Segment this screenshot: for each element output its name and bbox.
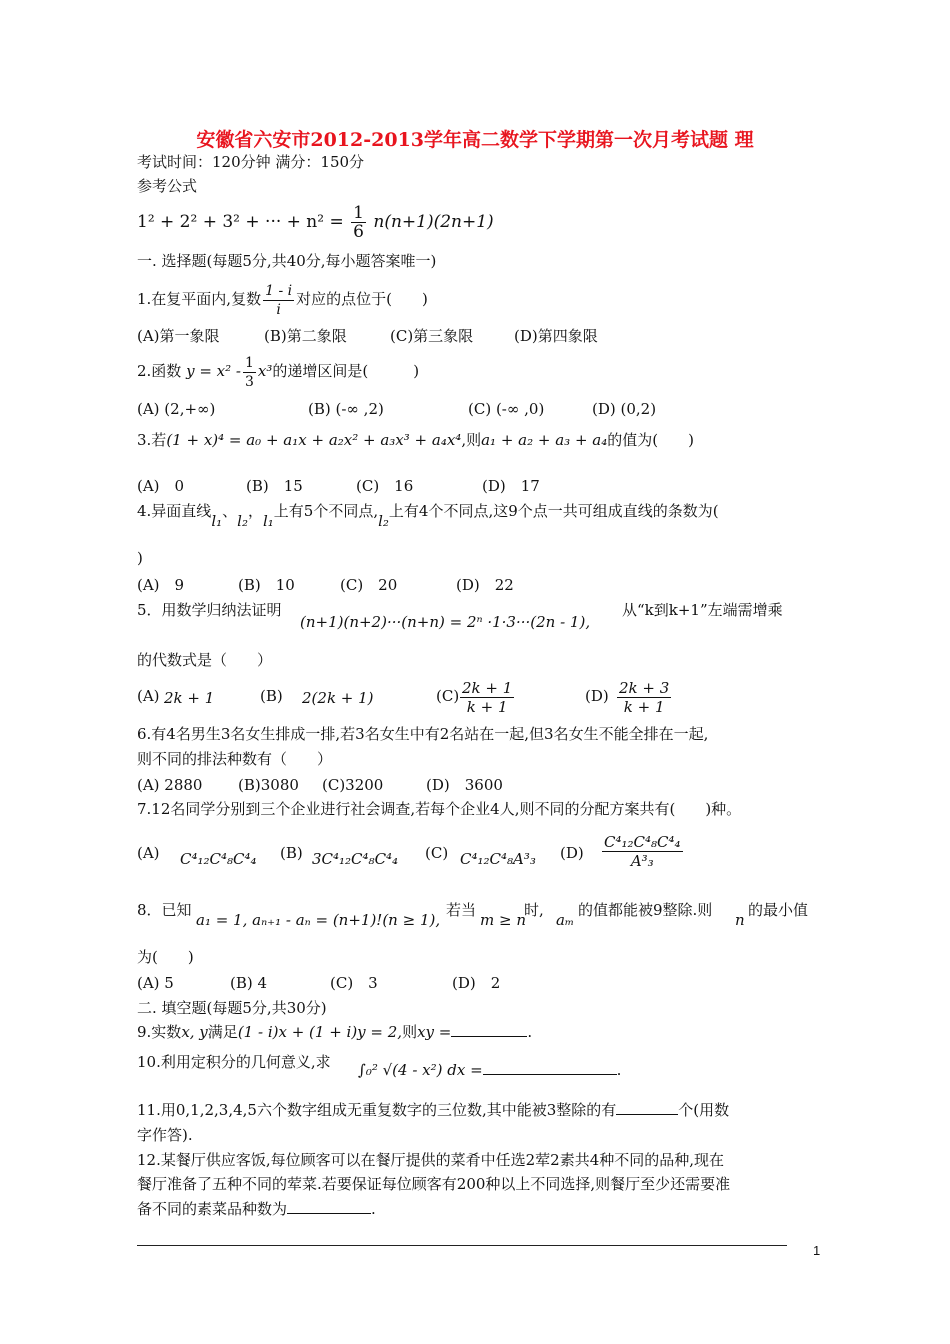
q4-line-l2b: l₂ bbox=[378, 512, 389, 530]
question-2-stem bbox=[137, 352, 419, 391]
q4-sep2: ， bbox=[247, 502, 263, 520]
q7-option-d-label: (D) bbox=[560, 844, 584, 862]
q7-option-c: C⁴₁₂C⁴₈A³₃ bbox=[460, 850, 536, 868]
q8-condition: m ≥ n bbox=[480, 911, 526, 929]
q5-stem-b: 从“k到k+1”左端需增乘 bbox=[622, 601, 783, 619]
q9-stem-a: 9.实数 bbox=[137, 1023, 182, 1041]
q2-fraction bbox=[243, 354, 256, 391]
q5-option-c-label: (C) bbox=[436, 687, 460, 705]
q1-stem-a: 1.在复平面内,复数 bbox=[137, 290, 262, 308]
q2-stem-a: 2.函数 bbox=[137, 362, 182, 380]
q4-option-c: (C) 20 bbox=[340, 576, 398, 594]
q4-stem-b: 上有5个不同点, bbox=[273, 502, 379, 520]
q3-stem-c: 的值为( ) bbox=[607, 431, 694, 449]
q9-stem-b: 满足 bbox=[207, 1023, 238, 1041]
q2-expr-a: y = x² - bbox=[186, 362, 241, 380]
q10-integral bbox=[358, 1060, 621, 1080]
q4-option-a: (A) 9 bbox=[137, 576, 185, 594]
q3-stem-a: 3.若 bbox=[137, 431, 167, 449]
q10-answer-blank[interactable] bbox=[483, 1060, 617, 1075]
q3-expr: (1 + x)⁴ = a₀ + a₁x + a₂x² + a₃x³ + a₄x⁴ bbox=[166, 431, 462, 449]
q10-end: . bbox=[616, 1061, 622, 1079]
q7-option-a-label: (A) bbox=[137, 844, 160, 862]
q8-expr: a₁ = 1, aₙ₊₁ - aₙ = (n+1)!(n ≥ 1), bbox=[196, 911, 441, 929]
section1-heading: 一. 选择题(每题5分,共40分,每小题答案唯一) bbox=[137, 252, 437, 270]
q2-stem-b: 的递增区间是( ) bbox=[272, 362, 420, 380]
q9-vars: x, y bbox=[181, 1023, 208, 1041]
q5-option-d-fraction bbox=[617, 679, 671, 716]
q5-option-c-den: k + 1 bbox=[466, 697, 508, 716]
q9-answer-blank[interactable] bbox=[451, 1022, 527, 1037]
q1-stem-b: 对应的点位于( ) bbox=[296, 290, 428, 308]
q8-stem-e: 的最小值 bbox=[748, 901, 809, 919]
q8-option-a: (A) 5 bbox=[137, 974, 174, 992]
q5-option-b: 2(2k + 1) bbox=[302, 689, 374, 707]
q5-option-b-label: (B) bbox=[260, 687, 283, 705]
q11-answer-blank[interactable] bbox=[616, 1100, 678, 1115]
q4-line-l1b: l₁ bbox=[262, 512, 274, 530]
q5-option-d-den: k + 1 bbox=[623, 697, 665, 716]
q6-option-c: (C)3200 bbox=[322, 776, 384, 794]
q12-line-1: 12.某餐厅供应客饭,每位顾客可以在餐厅提供的菜肴中任选2荤2素共4种不同的品种,现在 bbox=[137, 1151, 725, 1169]
q4-line-l1: l₁ bbox=[211, 512, 223, 530]
q5-option-d-label: (D) bbox=[585, 687, 609, 705]
exam-info: 考试时间：120分钟 满分：150分 bbox=[137, 153, 365, 171]
q6-line-2: 则不同的排法种数有（ ） bbox=[137, 750, 333, 768]
q4-line-l2: l₂ bbox=[237, 512, 248, 530]
q9-expr: (1 - i)x + (1 + i)y = 2, bbox=[237, 1023, 403, 1041]
q12-line-3b: . bbox=[371, 1200, 376, 1218]
q5-stem-c: 的代数式是（ ） bbox=[137, 651, 273, 669]
question-1-stem bbox=[137, 280, 428, 319]
q5-option-c-fraction bbox=[460, 679, 514, 716]
q4-stem-end: ) bbox=[137, 549, 143, 567]
q8-option-c: (C) 3 bbox=[330, 974, 378, 992]
q2-frac-den: 3 bbox=[244, 373, 254, 390]
question-9 bbox=[137, 1022, 532, 1042]
formula-frac-den: 6 bbox=[353, 222, 364, 242]
q1-fraction bbox=[263, 282, 294, 319]
q7-option-a: C⁴₁₂C⁴₈C⁴₄ bbox=[180, 850, 257, 868]
q7-option-d-fraction bbox=[602, 833, 683, 870]
q8-option-d: (D) 2 bbox=[452, 974, 501, 992]
q5-expr: (n+1)(n+2)···(n+n) = 2ⁿ ·1·3···(2n - 1), bbox=[300, 613, 591, 631]
q3-option-a: (A) 0 bbox=[137, 477, 185, 495]
q4-option-d: (D) 22 bbox=[456, 576, 514, 594]
q6-option-a: (A) 2880 bbox=[137, 776, 203, 794]
q2-option-a: (A) (2,+∞) bbox=[137, 400, 216, 418]
q5-option-c-num: 2k + 1 bbox=[462, 678, 513, 697]
footer-divider bbox=[137, 1245, 787, 1246]
q12-line-3a: 备不同的素菜品种数为 bbox=[137, 1200, 288, 1218]
q12-line-2: 餐厅准备了五种不同的荤菜.若要保证每位顾客有200种以上不同选择,则餐厅至少还需要准 bbox=[137, 1175, 731, 1193]
q9-end: . bbox=[527, 1023, 533, 1041]
q1-frac-num: 1 - i bbox=[265, 282, 293, 299]
q7-option-d-den: A³₃ bbox=[630, 851, 654, 870]
q1-option-c: (C)第三象限 bbox=[390, 327, 474, 345]
q8-am: aₘ bbox=[556, 911, 575, 929]
q11-line-1a: 11.用0,1,2,3,4,5六个数字组成无重复数字的三位数,其中能被3整除的有 bbox=[137, 1101, 617, 1119]
q1-frac-den: i bbox=[276, 301, 281, 318]
q5-option-d-num: 2k + 3 bbox=[619, 678, 670, 697]
q7-option-b: 3C⁴₁₂C⁴₈C⁴₄ bbox=[312, 850, 399, 868]
formula-lhs: 1² + 2² + 3² + ··· + n² = bbox=[137, 212, 344, 232]
q5-option-c bbox=[458, 676, 516, 716]
q5-stem-a: 5．用数学归纳法证明 bbox=[137, 601, 282, 619]
q5-option-a-label: (A) bbox=[137, 687, 160, 705]
q1-option-a: (A)第一象限 bbox=[137, 327, 220, 345]
section2-heading: 二. 填空题(每题5分,共30分) bbox=[137, 999, 327, 1017]
formula-frac-num: 1 bbox=[353, 203, 364, 223]
page-number: 1 bbox=[813, 1243, 821, 1258]
question-4-stem bbox=[137, 501, 719, 530]
q2-frac-num: 1 bbox=[244, 354, 254, 371]
q11-line-1b: 个(用数 bbox=[678, 1101, 730, 1119]
q5-option-d bbox=[615, 676, 673, 716]
question-3-stem bbox=[137, 430, 694, 450]
formula-rhs: n(n+1)(2n+1) bbox=[373, 212, 494, 232]
q1-option-b: (B)第二象限 bbox=[264, 327, 347, 345]
q8-stem-b: 若当 bbox=[446, 901, 477, 919]
q10-expr: ∫₀² √(4 - x²) dx = bbox=[358, 1061, 483, 1079]
q7-option-c-label: (C) bbox=[425, 844, 449, 862]
q8-stem-f: 为( ) bbox=[137, 948, 194, 966]
q2-expr-b: x³ bbox=[257, 362, 273, 380]
q8-option-b: (B) 4 bbox=[230, 974, 268, 992]
q3-option-c: (C) 16 bbox=[356, 477, 414, 495]
q7-stem: 7.12名同学分别到三个企业进行社会调查,若每个企业4人,则不同的分配方案共有( )种。 bbox=[137, 800, 742, 818]
q3-stem-b: ,则 bbox=[461, 431, 482, 449]
page-title: 安徽省六安市2012-2013学年高二数学下学期第一次月考试题 理 bbox=[196, 129, 754, 151]
q8-stem-a: 8．已知 bbox=[137, 901, 192, 919]
q11-line-2: 字作答). bbox=[137, 1126, 193, 1144]
q12-line-3 bbox=[137, 1199, 376, 1219]
formula-heading: 参考公式 bbox=[137, 177, 198, 195]
q6-line-1: 6.有4名男生3名女生排成一排,若3名女生中有2名站在一起,但3名女生不能全排在一起, bbox=[137, 725, 709, 743]
q7-option-d-num: C⁴₁₂C⁴₈C⁴₄ bbox=[604, 832, 681, 851]
q8-stem-c: 时, bbox=[524, 901, 544, 919]
q3-expr2: a₁ + a₂ + a₃ + a₄ bbox=[481, 431, 608, 449]
q3-option-d: (D) 17 bbox=[482, 477, 540, 495]
q5-option-a: 2k + 1 bbox=[164, 689, 215, 707]
q1-option-d: (D)第四象限 bbox=[514, 327, 598, 345]
q6-option-d: (D) 3600 bbox=[426, 776, 503, 794]
q4-sep1: 、 bbox=[222, 502, 238, 520]
q10-stem: 10.利用定积分的几何意义,求 bbox=[137, 1053, 331, 1071]
q2-option-b: (B) (-∞ ,2) bbox=[308, 400, 384, 418]
formula-fraction bbox=[351, 204, 366, 241]
q4-stem-c: 上有4个不同点,这9个点一共可组成直线的条数为( bbox=[388, 502, 719, 520]
q9-expr2: xy = bbox=[417, 1023, 452, 1041]
q11-line-1 bbox=[137, 1100, 729, 1120]
q12-answer-blank[interactable] bbox=[287, 1199, 371, 1214]
q9-stem-c: 则 bbox=[402, 1023, 418, 1041]
q4-option-b: (B) 10 bbox=[238, 576, 295, 594]
q2-option-c: (C) (-∞ ,0) bbox=[468, 400, 545, 418]
sum-of-squares-formula bbox=[137, 202, 494, 242]
q2-option-d: (D) (0,2) bbox=[592, 400, 657, 418]
q7-option-b-label: (B) bbox=[280, 844, 303, 862]
q3-option-b: (B) 15 bbox=[246, 477, 303, 495]
q6-option-b: (B)3080 bbox=[238, 776, 299, 794]
q8-n: n bbox=[735, 911, 745, 929]
q7-option-d bbox=[600, 830, 685, 870]
q8-stem-d: 的值都能被9整除.则 bbox=[578, 901, 713, 919]
q4-stem-a: 4.异面直线 bbox=[137, 502, 212, 520]
